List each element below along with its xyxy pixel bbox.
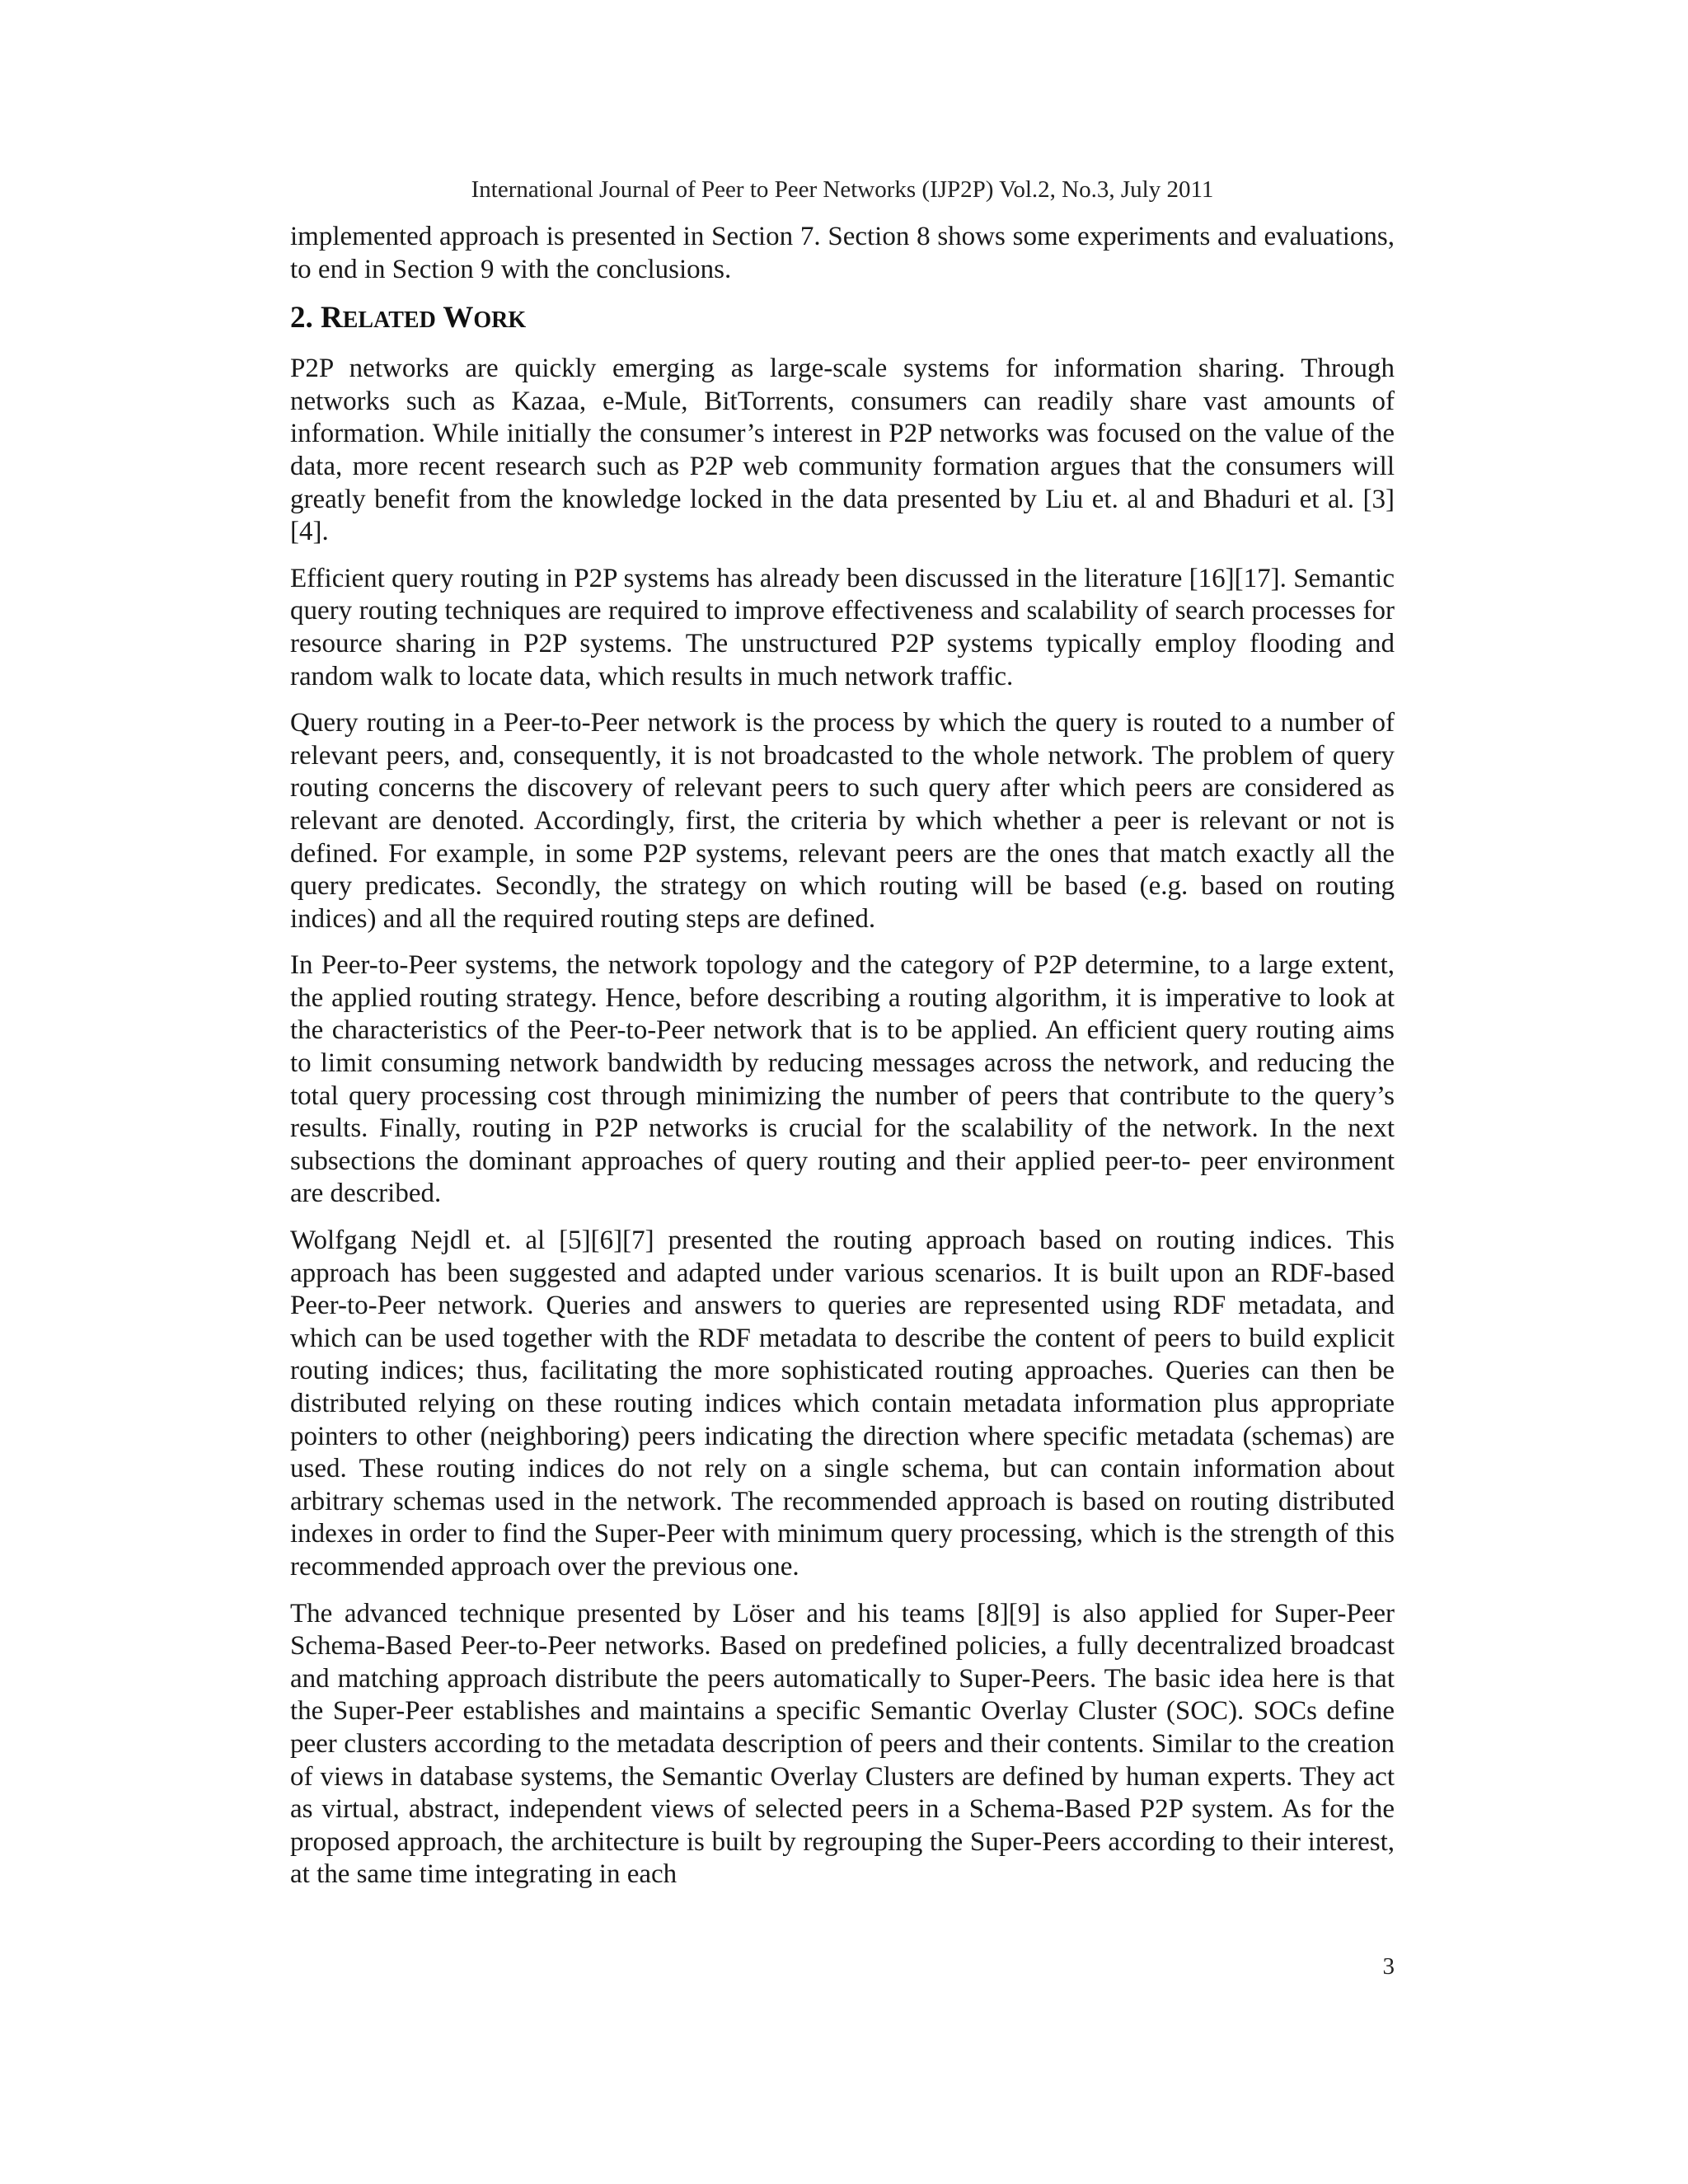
intro-paragraph: implemented approach is presented in Section 7. Section 8 shows some experiments and evaluations, to end in Section 9 with the conclusions. — [290, 222, 1395, 284]
paragraph-nejdl-routing-indices: Wolfgang Nejdl et. al [5][6][7] presented the routing approach based on routing indices. This approach has been suggested and adapted under various scenarios. It is built upon an RDF-based Peer-to-Peer network. Queries and answers to queries are represented using RDF metadata, and which can be used together with the RDF metadata to describe the content of peers to build explicit routing indices; thus, facilitating the more sophisticated routing approaches. Queries can then be distributed relying on these routing indices which contain metadata information plus appropriate pointers to other (neighboring) peers indicating the direction where specific metadata (schemas) are used. These routing indices do not rely on a single schema, but can contain information about arbitrary schemas used in the network. The recommended approach is based on routing distributed indexes in order to find the Super-Peer with minimum query processing, which is the strength of this recommended approach over the previous one. — [290, 1226, 1395, 1582]
section-title-rest-r: ELATED — [342, 307, 436, 334]
paragraph-query-routing-definition: Query routing in a Peer-to-Peer network is the process by which the query is routed to a number of relevant peers, and, consequently, it is not broadcasted to the whole network. The problem of query routing concerns the discovery of relevant peers to such query after which peers are considered as relevant are denoted. Accordingly, first, the criteria by which whether a peer is relevant or not is defined. For example, in some P2P systems, relevant peers are the ones that match exactly all the query predicates. Secondly, the strategy on which routing will be based (e.g. based on routing indices) and all the required routing steps are defined. — [290, 708, 1395, 934]
paragraph-efficient-query-routing: Efficient query routing in P2P systems has already been discussed in the literature [16][17]. Semantic query routing techniques are required to improve effectiveness and scalability of search processes for resource sharing in P2P systems. The unstructured P2P systems typically employ flooding and random walk to locate data, which results in much network traffic. — [290, 563, 1395, 691]
paragraph-network-topology: In Peer-to-Peer systems, the network topology and the category of P2P determine, to a large extent, the applied routing strategy. Hence, before describing a routing algorithm, it is imperative to look at the characteristics of the Peer-to-Peer network that is to be applied. An efficient query routing aims to limit consuming network bandwidth by reducing messages across the network, and reducing the total query processing cost through minimizing the number of peers that contribute to the query’s results. Finally, routing in P2P networks is crucial for the scalability of the network. In the next subsections the dominant approaches of query routing and their applied peer-to- peer environment are described. — [290, 950, 1395, 1209]
section-heading — [290, 297, 1395, 342]
paragraph-p2p-networks: P2P networks are quickly emerging as large-scale systems for information sharing. Through networks such as Kazaa, e-Mule, BitTorrents, consumers can readily share vast amounts of information. While initially the consumer’s interest in P2P networks was focused on the value of the data, more recent research such as P2P web community formation argues that the consumers will greatly benefit from the knowledge locked in the data presented by Liu et. al and Bhaduri et al. [3][4]. — [290, 354, 1395, 547]
page-number: 3 — [1382, 1953, 1395, 1980]
section-title-initial-r: R — [321, 301, 343, 335]
journal-running-header: International Journal of Peer to Peer Networks (IJP2P) Vol.2, No.3, July 2011 — [471, 176, 1214, 203]
section-title-rest-w: ORK — [473, 307, 527, 334]
section-number: 2. — [290, 301, 313, 335]
section-title-initial-w: W — [443, 301, 474, 335]
page-body — [290, 221, 1395, 1905]
paragraph-loser-super-peer: The advanced technique presented by Löser and his teams [8][9] is also applied for Super-Peer Schema-Based Peer-to-Peer networks. Based on predefined policies, a fully decentralized broadcast and matching approach distribute the peers automatically to Super-Peers. The basic idea here is that the Super-Peer establishes and maintains a specific Semantic Overlay Cluster (SOC). SOCs define peer clusters according to the metadata description of peers and their contents. Similar to the creation of views in database systems, the Semantic Overlay Clusters are defined by human experts. They act as virtual, abstract, independent views of selected peers in a Schema-Based P2P system. As for the proposed approach, the architecture is built by regrouping the Super-Peers according to their interest, at the same time integrating in each — [290, 1598, 1395, 1890]
